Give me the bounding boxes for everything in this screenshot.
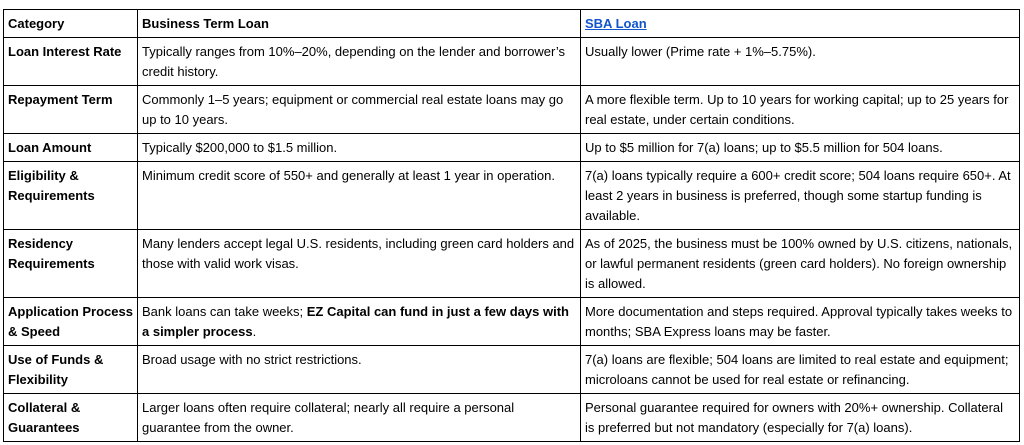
table-row (4, 86, 1020, 134)
header-category: Category (4, 10, 138, 38)
business-cell: Larger loans often require collateral; nearly all require a personal guarantee from the owner. (138, 394, 581, 442)
table-row (4, 298, 1020, 346)
comparison-table-container (3, 9, 1020, 442)
row-category: Loan Interest Rate (4, 38, 138, 86)
sba-cell: More documentation and steps required. Approval typically takes weeks to months; SBA Express loans may be faster. (581, 298, 1020, 346)
row-category: Collateral & Guarantees (4, 394, 138, 442)
table-row (4, 346, 1020, 394)
business-cell: Broad usage with no strict restrictions. (138, 346, 581, 394)
table-row (4, 394, 1020, 442)
row-category: Repayment Term (4, 86, 138, 134)
sba-cell: Personal guarantee required for owners with 20%+ ownership. Collateral is preferred but not mandatory (especially for 7(a) loans). (581, 394, 1020, 442)
sba-loan-link[interactable]: SBA Loan (585, 16, 647, 31)
business-cell: Commonly 1–5 years; equipment or commercial real estate loans may go up to 10 years. (138, 86, 581, 134)
business-text-end: . (252, 324, 257, 339)
table-row (4, 230, 1020, 298)
row-category: Use of Funds & Flexibility (4, 346, 138, 394)
sba-cell: Usually lower (Prime rate + 1%–5.75%). (581, 38, 1020, 86)
table-row (4, 38, 1020, 86)
header-row (4, 10, 1020, 38)
row-category: Application Process & Speed (4, 298, 138, 346)
business-cell: Typically ranges from 10%–20%, depending on the lender and borrower’s credit history. (138, 38, 581, 86)
row-category: Residency Requirements (4, 230, 138, 298)
sba-cell: A more flexible term. Up to 10 years for working capital; up to 25 years for real estate, under certain conditions. (581, 86, 1020, 134)
business-highlight: EZ Capital can fund in just a few days with a simpler process (142, 304, 569, 339)
header-business-term-loan: Business Term Loan (138, 10, 581, 38)
header-sba-loan (581, 10, 1020, 38)
business-text: Bank loans can take weeks; (142, 304, 307, 319)
business-cell: Many lenders accept legal U.S. residents, including green card holders and those with valid work visas. (138, 230, 581, 298)
row-category: Eligibility & Requirements (4, 162, 138, 230)
business-cell: Minimum credit score of 550+ and generally at least 1 year in operation. (138, 162, 581, 230)
table-row (4, 162, 1020, 230)
business-cell (138, 298, 581, 346)
sba-cell: 7(a) loans are flexible; 504 loans are limited to real estate and equipment; microloans cannot be used for real estate or refinancing. (581, 346, 1020, 394)
table-row (4, 134, 1020, 162)
row-category: Loan Amount (4, 134, 138, 162)
business-cell: Typically $200,000 to $1.5 million. (138, 134, 581, 162)
sba-cell: As of 2025, the business must be 100% owned by U.S. citizens, nationals, or lawful permanent residents (green card holders). No foreign ownership is allowed. (581, 230, 1020, 298)
sba-cell: Up to $5 million for 7(a) loans; up to $5.5 million for 504 loans. (581, 134, 1020, 162)
loan-comparison-table (3, 9, 1020, 442)
sba-cell: 7(a) loans typically require a 600+ credit score; 504 loans require 650+. At least 2 years in business is preferred, though some startup funding is available. (581, 162, 1020, 230)
